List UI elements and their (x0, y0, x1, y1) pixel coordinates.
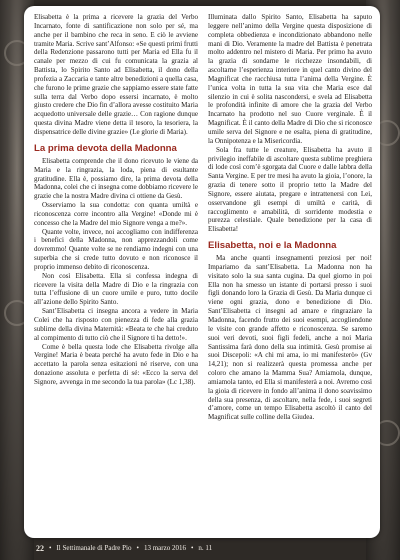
paragraph: Sant’Elisabetta ci insegna ancora a vedere in Maria Colei che ha risposto con pienezza di fede alla grazia sublime della divina Maternità: «Beata te che hai creduto al compimento di tutto ciò che il Signore ti ha detto!». (34, 307, 198, 342)
page-number: 22 (36, 543, 44, 553)
paragraph: Come è bella questa lode che Elisabetta rivolge alla Vergine! Maria è beata perché ha avuto fede in Dio e ha accettato la parola senza esitazioni né riserve, con una donazione assoluta e perfetta di sé: «Ecco la serva del Signore, avvenga in me secondo la tua parola» (Lc 1,38). (34, 342, 198, 386)
issue-number: n. 11 (198, 544, 213, 552)
paragraph: Illuminata dallo Spirito Santo, Elisabetta ha saputo leggere nell’animo della Vergine questa disposizione di completa obbedienza e incondizionato abbandono nelle mani di Dio. Veramente la madre del Battista è penetrata molto addentro nel mistero di Maria. Per primo ha avuto la grazia di sondarne le ricchezze insondabili, di ascoltarne l’esperienza interiore in quel canto divino del Magnificat che racchiusa tutta l’anima della Vergine. È l’unica volta in tutta la sua vita che Maria esce dal silenzio in cui è solita nascondersi, e svela ad Elisabetta le profondità infinite di amore che la grazia del Verbo Incarnato ha prodotto nel suo Cuore verginale. È il Magnificat. È il canto della Madre di Dio che si riconosce umile serva del Signore e ne esalta, piena di gratitudine, la Onnipotenza e la Misericordia. (208, 13, 372, 145)
page-footer (36, 542, 212, 554)
article-columns (34, 13, 372, 535)
paragraph: Osserviamo la sua condotta: con quanta umiltà e riconoscenza corre incontro alla Vergine! «Donde mi è concesso che la Madre del mio Signore venga a me?». (34, 201, 198, 227)
separator-icon: • (190, 544, 194, 552)
paragraph: Sola fra tutte le creature, Elisabetta ha avuto il privilegio ineffabile di ascoltare questa sublime preghiera di lode così com’è sgorgata dal Cuore e dalle labbra della Santa Vergine. E per tre mesi ha avuto la gioia, l’onore, la grazia di tenere sotto il proprio tetto la Madre del Signore, essere aiutata, pregare e intrattenersi con Lei, osservandone gli esempi di umiltà e carità, di raccoglimento e amabilità, di sorridente modestia e purezza celestiale. Quale benedizione per la casa di Elisabetta! (208, 145, 372, 234)
separator-icon: • (136, 544, 139, 552)
paragraph: Elisabetta comprende che il dono ricevuto le viene da Maria e la ringrazia, la loda, piena di esultante gratitudine. Ella è, possiamo dire, la prima devota della Madonna, colei che ci insegna come dobbiamo ricevere le grazie che la nostra Madre divina ci ottiene da Gesù. (34, 156, 198, 201)
intro-paragraph: Elisabetta è la prima a ricevere la grazia del Verbo Incarnato, fonte di santificazione non solo per sé, ma anche per il bambino che reca in seno. E ciò le avviene tramite Maria. Scrive sant’Alfonso: «Se questi primi frutti della Redenzione passarono tutti per Maria ed Ella fu il canale per mezzo di cui fu comunicata la grazia al Battista, lo Spirito Santo ad Elisabetta, il dono della profezia a Zaccaria e tante altre benedizioni a quella casa, che furono le prime grazie che sappiamo essere state fatte sulla terra dal Verbo dopo essersi incarnato, è molto giusto credere che Dio fin d’allora avesse costituito Maria acquedotto universale delle grazie… Con ragione dunque questa divina Madre viene detta il tesoro, la tesoriera, la dispensatrice delle divine grazie» (Le glorie di Maria). (34, 13, 198, 136)
left-column (34, 13, 198, 535)
right-column (208, 13, 372, 535)
magazine-page (24, 6, 380, 538)
section-heading-prima-devota: La prima devota della Madonna (34, 142, 177, 154)
paragraph: Ma anche quanti insegnamenti preziosi per noi! Impariamo da sant’Elisabetta. La Madonna non ha visitato solo la sua santa cugina. Da quel giorno in poi Ella non ha smesso un istante di portarsi presso i suoi figli donando loro la Grazia di Gesù. Da Maria dunque ci viene ogni grazia, dono e benedizione di Dio. Sant’Elisabetta ci insegni ad amare e ringraziare la Madonna, facendo frutto dei suoi esempi, accogliendone le visite con grande affetto e riconoscenza. Se saremo suoi veri devoti, suoi figli fedeli, anche a noi Maria Santissima farà dono della sua intimità. Gesù promise ai suoi Discepoli: «A chi mi ama, io mi manifesterò» (Gv 14,21); non si realizzerà questa promessa anche per coloro che amano la Mamma Sua? Amiamola, dunque, amiamola tanto, ed Ella si manifesterà a noi. Avremo così la gioia di ricevere in fondo all’anima il dono soavissimo della sua presenza, di ascoltare, nella fede, i suoi segreti d’amore, come un tempo Elisabetta ascoltò il canto del Magnificat sulle colline della Giudea. (208, 254, 372, 422)
issue-date: 13 marzo 2016 (143, 544, 186, 552)
paragraph: Quante volte, invece, noi accogliamo con indifferenza i benefici della Madonna, non apprezzandoli come dovremmo! Quante volte se ne rendiamo indegni con una superbia che si crede tutto dovuto e non riconosce il proprio immenso debito di riconoscenza. (34, 227, 198, 271)
publication-name: Il Settimanale di Padre Pio (56, 544, 132, 552)
separator-icon: • (49, 544, 52, 552)
section-heading-elisabetta-noi: Elisabetta, noi e la Madonna (208, 240, 337, 252)
paragraph: Non così Elisabetta. Ella si confessa indegna di ricevere la visita della Madre di Dio e la ringrazia con tutta l’effusione di un cuore umile e puro, tutto docile all’azione dello Spirito Santo. (34, 271, 198, 307)
